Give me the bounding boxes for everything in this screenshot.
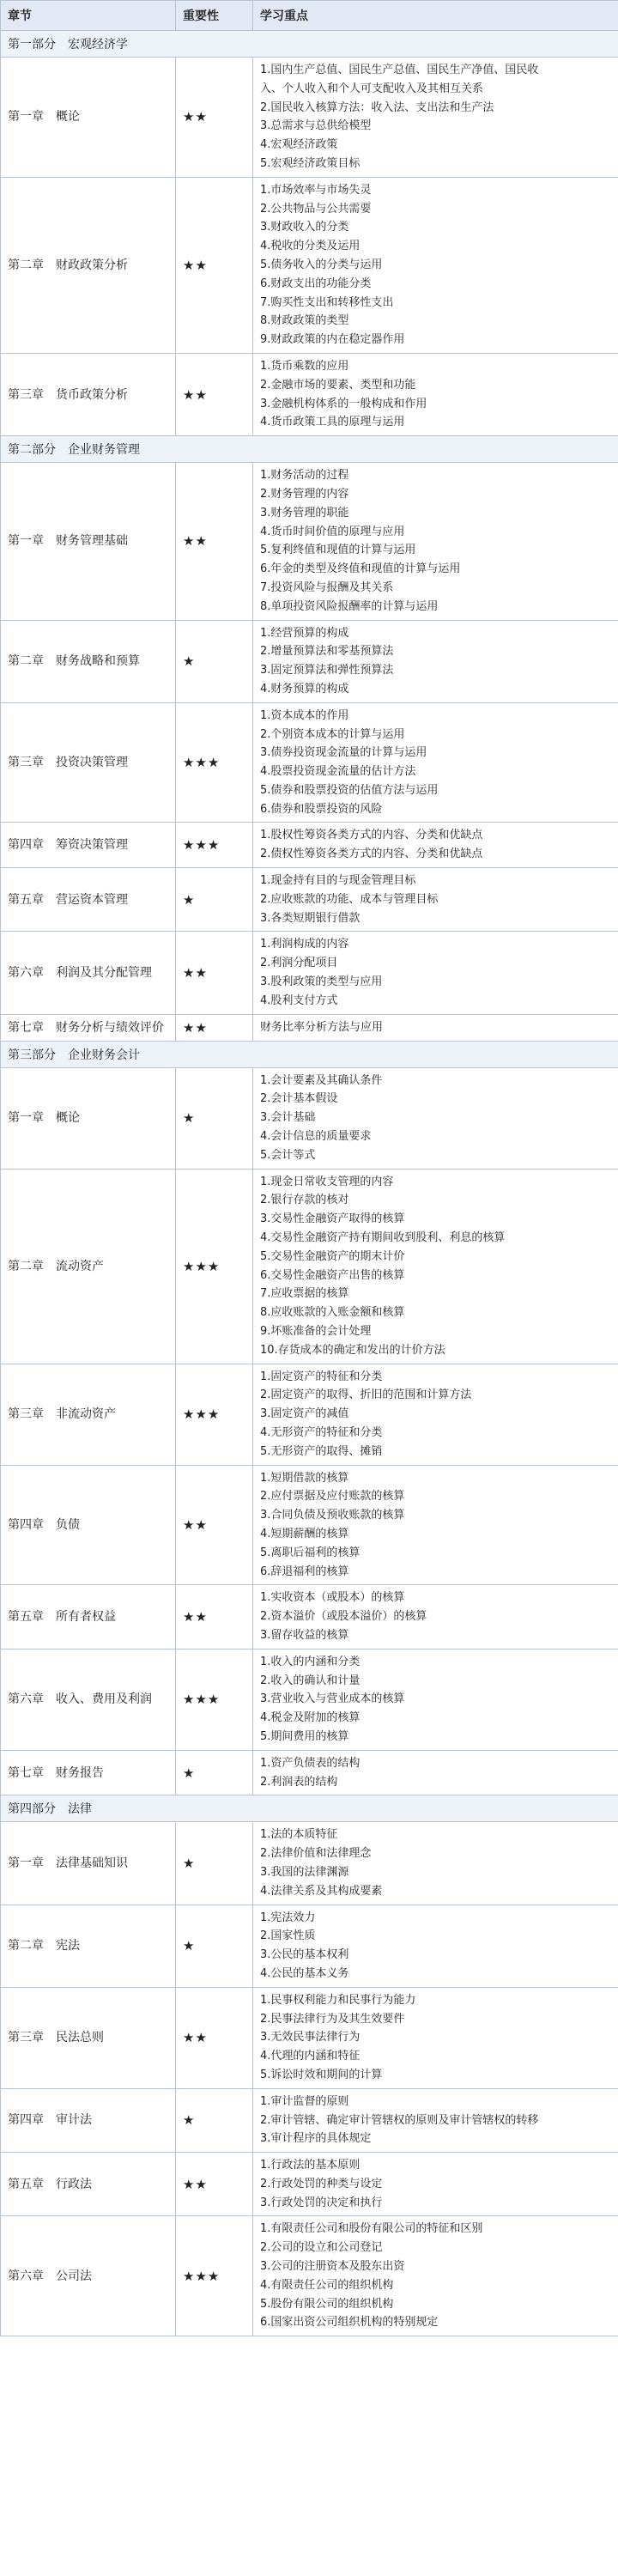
importance-stars: ★★★ [176, 2216, 253, 2336]
key-point-item: 2.应付票据及应付账款的核算 [260, 1490, 405, 1504]
key-point-item: 4.税金及附加的核算 [260, 1711, 360, 1725]
key-points [253, 2088, 618, 2152]
key-point-item: 2.债权性筹资各类方式的内容、分类和优缺点 [260, 848, 483, 861]
key-point-item: 6.债券和股票投资的风险 [260, 802, 383, 816]
key-point-item: 1.行政法的基本原则 [260, 2159, 360, 2172]
key-point-item: 5.债券和股票投资的估值方法与运用 [260, 783, 439, 797]
key-point-item: 1.股权性筹资各类方式的内容、分类和优缺点 [260, 829, 483, 842]
key-point-item: 1.审计监督的原则 [260, 2094, 349, 2108]
key-points [253, 823, 618, 868]
key-points [253, 1987, 618, 2088]
key-point-item: 3.财政收入的分类 [260, 221, 349, 234]
chapter-name: 第七章 财务分析与绩效评价 [1, 1014, 176, 1041]
key-point-item: 3.固定预算法和弹性预算法 [260, 664, 394, 677]
key-point-item: 1.资本成本的作用 [260, 708, 349, 722]
chapter-row [1, 1364, 618, 1465]
key-point-item: 2.增量预算法和零基预算法 [260, 645, 394, 659]
key-points [253, 1014, 618, 1041]
key-point-item: 5.宏观经济政策目标 [260, 156, 360, 170]
chapter-name: 第一章 财务管理基础 [1, 463, 176, 620]
key-point-item: 7.投资风险与报酬及其关系 [260, 580, 394, 594]
key-point-item: 4.公民的基本义务 [260, 1966, 349, 1980]
key-point-item: 9.坏账准备的会计处理 [260, 1325, 372, 1339]
importance-stars: ★★★ [176, 1364, 253, 1465]
key-points [253, 932, 618, 1014]
key-point-item: 6.交易性金融资产出售的核算 [260, 1268, 405, 1282]
chapter-row [1, 1067, 618, 1169]
key-points [253, 1905, 618, 1987]
key-point-item: 1.现金持有目的与现金管理目标 [260, 874, 416, 888]
part-row [1, 1041, 618, 1067]
importance-stars: ★★★ [176, 823, 253, 868]
key-point-item: 4.无形资产的特征和分类 [260, 1426, 383, 1439]
key-point-item: 3.交易性金融资产取得的核算 [260, 1212, 405, 1226]
importance-stars: ★★ [176, 1585, 253, 1649]
key-points [253, 177, 618, 353]
key-point-item: 入、个人收入和个人可支配收入及其相互关系 [260, 82, 484, 95]
key-point-item: 1.会计要素及其确认条件 [260, 1073, 383, 1087]
table-header-row [1, 1, 618, 31]
key-point-item: 2.利润分配项目 [260, 957, 338, 970]
key-points [253, 1750, 618, 1795]
key-point-item: 7.应收票据的核算 [260, 1287, 349, 1301]
key-point-item: 2.民事法律行为及其生效要件 [260, 2012, 405, 2026]
importance-stars: ★★ [176, 353, 253, 435]
key-points [253, 1067, 618, 1169]
header-points: 学习重点 [253, 1, 618, 31]
importance-stars: ★ [176, 1822, 253, 1905]
chapter-row [1, 2088, 618, 2152]
chapter-name: 第二章 宪法 [1, 1905, 176, 1987]
chapter-name: 第六章 收入、费用及利润 [1, 1649, 176, 1750]
chapter-name: 第四章 筹资决策管理 [1, 823, 176, 868]
key-points [253, 2153, 618, 2216]
key-point-item: 1.经营预算的构成 [260, 626, 349, 640]
key-point-item: 4.代理的内涵和特征 [260, 2050, 360, 2063]
key-point-item: 1.市场效率与市场失灵 [260, 183, 372, 197]
chapter-row [1, 823, 618, 868]
key-point-item: 2.应收账款的功能、成本与管理目标 [260, 892, 439, 906]
key-point-item: 1.国内生产总值、国民生产总值、国民生产净值、国民收 [260, 64, 539, 76]
key-point-item: 5.会计等式 [260, 1148, 316, 1162]
key-point-item: 1.利润构成的内容 [260, 938, 349, 951]
part-title: 第一部分 宏观经济学 [1, 31, 618, 58]
key-point-item: 1.固定资产的特征和分类 [260, 1370, 383, 1383]
part-row [1, 31, 618, 58]
key-point-item: 4.货币时间价值的原理与应用 [260, 525, 405, 538]
key-point-item: 1.有限责任公司和股份有限公司的特征和区别 [260, 2222, 483, 2236]
key-point-item: 6.年金的类型及终值和现值的计算与运用 [260, 562, 461, 576]
key-point-item: 1.货币乘数的应用 [260, 359, 349, 373]
key-point-item: 2.行政处罚的种类与设定 [260, 2177, 383, 2190]
chapter-row [1, 177, 618, 353]
chapter-name: 第一章 概论 [1, 58, 176, 178]
key-point-item: 5.离职后福利的核算 [260, 1546, 360, 1559]
key-point-item: 9.财政政策的内在稳定器作用 [260, 333, 405, 347]
key-point-item: 10.存货成本的确定和发出的计价方法 [260, 1343, 445, 1357]
chapter-name: 第五章 行政法 [1, 2153, 176, 2216]
key-point-item: 3.股利政策的类型与应用 [260, 975, 383, 989]
importance-stars: ★★ [176, 463, 253, 620]
header-importance: 重要性 [176, 1, 253, 31]
key-points [253, 1649, 618, 1750]
part-title: 第三部分 企业财务会计 [1, 1041, 618, 1067]
key-point-item: 2.会计基本假设 [260, 1092, 338, 1106]
key-point-item: 4.货币政策工具的原理与运用 [260, 416, 405, 429]
key-point-item: 2.审计管辖、确定审计管辖权的原则及审计管辖权的转移 [260, 2113, 539, 2127]
chapter-name: 第一章 法律基础知识 [1, 1822, 176, 1905]
part-row [1, 436, 618, 463]
chapter-row [1, 702, 618, 823]
importance-stars: ★ [176, 868, 253, 932]
importance-stars: ★★ [176, 932, 253, 1014]
chapter-name: 第二章 财务战略和预算 [1, 620, 176, 702]
key-points [253, 58, 618, 178]
key-point-item: 5.交易性金融资产的期末计价 [260, 1249, 405, 1263]
importance-stars: ★★★ [176, 1169, 253, 1364]
key-point-item: 3.会计基础 [260, 1111, 316, 1125]
importance-stars: ★ [176, 1067, 253, 1169]
chapter-name: 第五章 所有者权益 [1, 1585, 176, 1649]
key-point-item: 4.财务预算的构成 [260, 682, 349, 696]
key-point-item: 3.合同负债及预收账款的核算 [260, 1509, 405, 1522]
chapter-row [1, 58, 618, 178]
table-body [1, 31, 618, 2336]
key-point-item: 5.股份有限公司的组织机构 [260, 2297, 394, 2311]
chapter-name: 第二章 流动资产 [1, 1169, 176, 1364]
key-points [253, 868, 618, 932]
key-point-item: 1.现金日常收支管理的内容 [260, 1175, 394, 1188]
key-point-item: 3.公民的基本权利 [260, 1948, 349, 1962]
key-point-item: 5.期间费用的核算 [260, 1729, 349, 1743]
key-point-item: 1.短期借款的核算 [260, 1471, 349, 1485]
chapter-row [1, 2216, 618, 2336]
part-row [1, 1795, 618, 1822]
chapter-name: 第四章 审计法 [1, 2088, 176, 2152]
chapter-row [1, 1465, 618, 1585]
key-points [253, 1822, 618, 1905]
key-point-item: 5.债务收入的分类与运用 [260, 258, 383, 271]
chapter-name: 第一章 概论 [1, 1067, 176, 1169]
key-point-item: 3.总需求与总供给模型 [260, 119, 372, 133]
key-point-item: 6.财政支出的功能分类 [260, 276, 372, 290]
key-point-item: 2.金融市场的要素、类型和功能 [260, 378, 416, 392]
importance-stars: ★★ [176, 177, 253, 353]
importance-stars: ★★ [176, 1987, 253, 2088]
key-point-item: 1.民事权利能力和民事行为能力 [260, 1993, 416, 2007]
key-point-item: 5.无形资产的取得、摊销 [260, 1444, 383, 1458]
key-point-item: 4.法律关系及其构成要素 [260, 1884, 383, 1898]
importance-stars: ★★★ [176, 1649, 253, 1750]
chapter-name: 第六章 利润及其分配管理 [1, 932, 176, 1014]
key-points [253, 1585, 618, 1649]
chapter-name: 第二章 财政政策分析 [1, 177, 176, 353]
key-point-item: 8.应收账款的入账金额和核算 [260, 1306, 405, 1320]
chapter-row [1, 1750, 618, 1795]
key-point-item: 5.诉讼时效和期间的计算 [260, 2068, 383, 2081]
key-point-item: 2.国民收入核算方法：收入法、支出法和生产法 [260, 100, 494, 114]
key-point-item: 6.辞退福利的核算 [260, 1564, 349, 1578]
chapter-name: 第四章 负债 [1, 1465, 176, 1585]
key-points [253, 1465, 618, 1585]
importance-stars: ★ [176, 1905, 253, 1987]
key-point-item: 1.资产负债表的结构 [260, 1756, 360, 1770]
chapter-row [1, 353, 618, 435]
chapter-row [1, 1822, 618, 1905]
key-point-item: 2.公司的设立和公司登记 [260, 2241, 383, 2255]
chapter-name: 第三章 货币政策分析 [1, 353, 176, 435]
chapter-row [1, 932, 618, 1014]
key-point-item: 3.固定资产的减值 [260, 1407, 349, 1421]
importance-stars: ★★ [176, 2153, 253, 2216]
key-points [253, 1169, 618, 1364]
chapter-name: 第三章 非流动资产 [1, 1364, 176, 1465]
key-point-item: 2.法律价值和法律理念 [260, 1847, 372, 1861]
key-point-item: 2.个别资本成本的计算与运用 [260, 727, 405, 741]
header-chapter: 章节 [1, 1, 176, 31]
chapter-name: 第三章 投资决策管理 [1, 702, 176, 823]
key-point-item: 4.股票投资现金流量的估计方法 [260, 765, 416, 779]
key-point-item: 1.收入的内涵和分类 [260, 1655, 360, 1668]
key-point-item: 3.公司的注册资本及股东出资 [260, 2260, 405, 2274]
importance-stars: ★★★ [176, 702, 253, 823]
key-point-item: 6.国家出资公司组织机构的特别规定 [260, 2316, 439, 2330]
key-point-item: 3.我国的法律渊源 [260, 1865, 349, 1879]
chapter-name: 第五章 营运资本管理 [1, 868, 176, 932]
key-point-item: 3.营业收入与营业成本的核算 [260, 1692, 405, 1706]
importance-stars: ★ [176, 1750, 253, 1795]
key-points [253, 1364, 618, 1465]
key-point-item: 1.法的本质特征 [260, 1828, 338, 1842]
key-point-item: 1.宪法效力 [260, 1911, 316, 1924]
key-point-item: 3.行政处罚的决定和执行 [260, 2196, 383, 2209]
chapter-row [1, 1649, 618, 1750]
key-point-item: 1.实收资本（或股本）的核算 [260, 1591, 405, 1605]
key-point-item: 2.银行存款的核对 [260, 1194, 349, 1207]
key-point-item: 3.留存收益的核算 [260, 1628, 349, 1642]
chapter-row [1, 1905, 618, 1987]
chapter-row [1, 1169, 618, 1364]
key-points [253, 463, 618, 620]
key-point-item: 4.会计信息的质量要求 [260, 1130, 372, 1144]
key-point-item: 2.财务管理的内容 [260, 487, 349, 501]
chapter-row [1, 1014, 618, 1041]
importance-stars: ★ [176, 620, 253, 702]
key-point-item: 8.单项投资风险报酬率的计算与运用 [260, 599, 439, 613]
key-point-item: 8.财政政策的类型 [260, 314, 349, 328]
key-point-item: 7.购买性支出和转移性支出 [260, 295, 394, 309]
importance-stars: ★★ [176, 58, 253, 178]
key-point-item: 2.资本溢价（或股本溢价）的核算 [260, 1610, 427, 1624]
importance-stars: ★ [176, 2088, 253, 2152]
key-point-item: 3.无效民事法律行为 [260, 2031, 360, 2044]
key-point-item: 4.股利支付方式 [260, 993, 338, 1007]
chapter-row [1, 868, 618, 932]
key-point-item: 4.交易性金融资产持有期间收到股利、利息的核算 [260, 1231, 506, 1245]
part-title: 第四部分 法律 [1, 1795, 618, 1822]
key-point-item: 2.国家性质 [260, 1929, 316, 1943]
key-points [253, 620, 618, 702]
importance-stars: ★★ [176, 1014, 253, 1041]
key-point-item: 3.债券投资现金流量的计算与运用 [260, 746, 427, 760]
key-points [253, 353, 618, 435]
chapter-name: 第七章 财务报告 [1, 1750, 176, 1795]
key-point-item: 4.宏观经济政策 [260, 138, 338, 152]
chapter-name: 第三章 民法总则 [1, 1987, 176, 2088]
chapter-row [1, 2153, 618, 2216]
key-points [253, 2216, 618, 2336]
key-point-item: 3.财务管理的职能 [260, 506, 349, 519]
key-point-item: 2.固定资产的取得、折旧的范围和计算方法 [260, 1388, 472, 1402]
key-point-item: 4.有限责任公司的组织机构 [260, 2278, 394, 2292]
importance-stars: ★★ [176, 1465, 253, 1585]
chapter-row [1, 1585, 618, 1649]
part-title: 第二部分 企业财务管理 [1, 436, 618, 463]
key-point-item: 3.各类短期银行借款 [260, 911, 360, 925]
key-point-item: 3.审计程序的具体规定 [260, 2132, 372, 2146]
key-point-item: 2.收入的确认和计量 [260, 1674, 360, 1687]
key-points [253, 702, 618, 823]
key-point-item: 1.财务活动的过程 [260, 469, 349, 483]
key-point-item: 5.复利终值和现值的计算与运用 [260, 544, 416, 557]
key-point-item: 4.短期薪酬的核算 [260, 1527, 349, 1540]
key-point-item: 4.税收的分类及运用 [260, 240, 360, 253]
key-point-item: 3.金融机构体系的一般构成和作用 [260, 397, 427, 410]
chapter-row [1, 1987, 618, 2088]
key-point-item: 2.利润表的结构 [260, 1775, 338, 1789]
chapter-row [1, 463, 618, 620]
key-point-item: 财务比率分析方法与应用 [260, 1020, 384, 1034]
key-point-item: 2.公共物品与公共需要 [260, 202, 372, 216]
chapter-name: 第六章 公司法 [1, 2216, 176, 2336]
chapter-row [1, 620, 618, 702]
